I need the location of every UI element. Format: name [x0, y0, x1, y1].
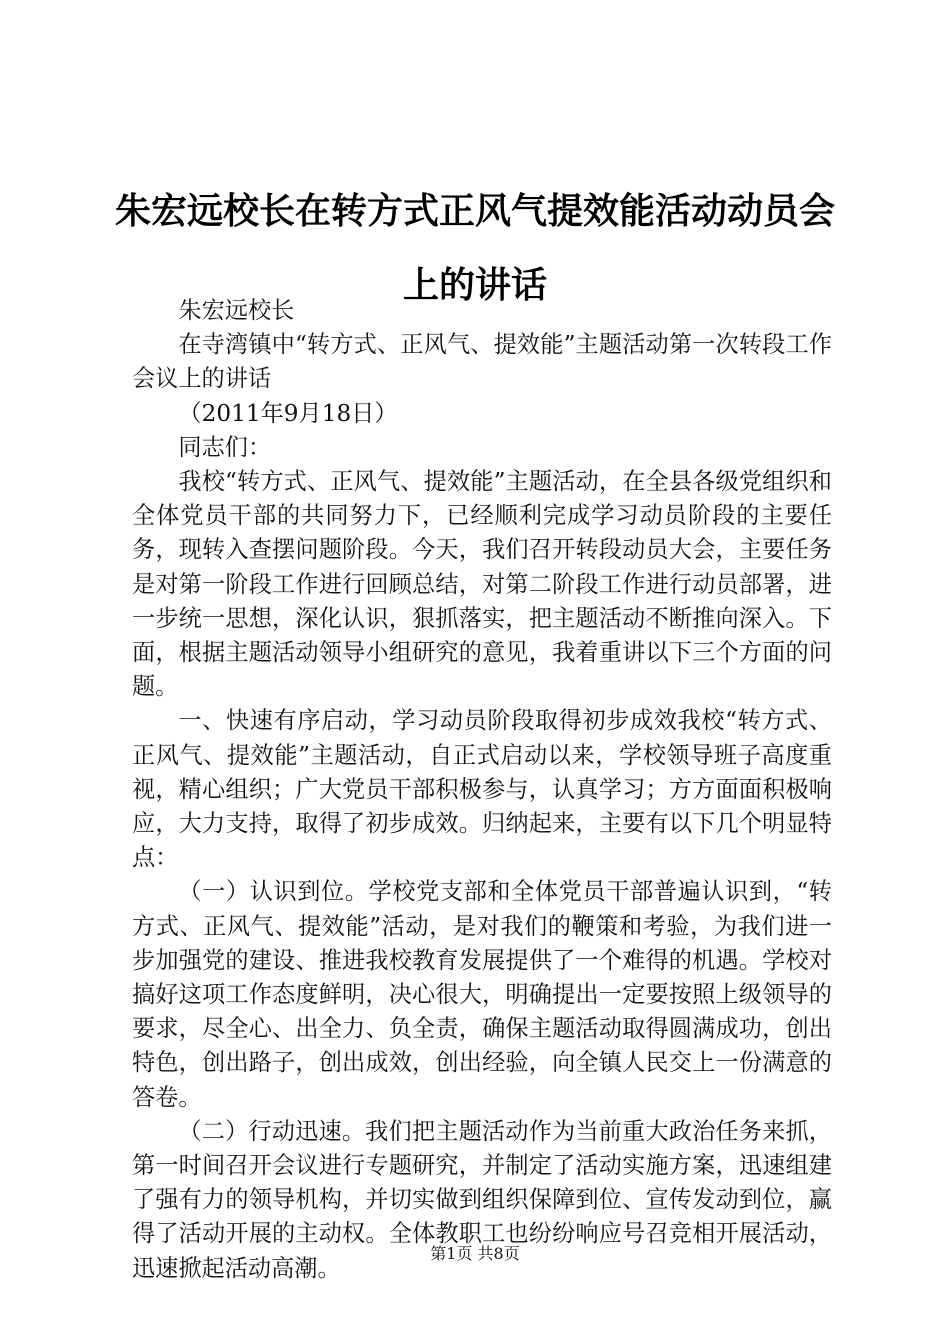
date-line: （2011年9月18日） — [178, 399, 398, 427]
body-paragraph: 一、快速有序启动，学习动员阶段取得初步成效我校“转方式、正风气、提效能”主题活动，自正式启动以来，学校领导班子高度重视，精心组织；广大党员干部积极参与，认真学习；方方面面积极响应，大力支持，取得了初步成效。归纳起来，主要有以下几个明显特点： — [132, 707, 832, 872]
body-paragraph: 我校“转方式、正风气、提效能”主题活动，在全县各级党组织和全体党员干部的共同努力下，已经顺利完成学习动员阶段的主要任务，现转入查摆问题阶段。今天，我们召开转段动员大会，主要任务是对第一阶段工作进行回顾总结，对第二阶段工作进行动员部署，进一步统一思想，深化认识，狠抓落实，把主题活动不断推向深入。下面，根据主题活动领导小组研究的意见，我着重讲以下三个方面的问题。 — [132, 468, 832, 701]
salutation-line: 同志们： — [178, 433, 272, 461]
page-number-footer: 第1页 共8页 — [430, 1244, 520, 1263]
document-title: 朱宏远校长在转方式正风气提效能活动动员会上的讲话 — [114, 190, 835, 306]
subtitle-line: 在寺湾镇中“转方式、正风气、提效能”主题活动第一次转段工作会议上的讲话 — [132, 331, 832, 393]
speaker-line: 朱宏远校长 — [178, 297, 295, 324]
body-paragraph: （二）行动迅速。我们把主题活动作为当前重大政治任务来抓，第一时间召开会议进行专题研究，并制定了活动实施方案，迅速组建了强有力的领导机构，并切实做到组织保障到位、宣传发动到位，赢得了活动开展的主动权。全体教职工也纷纷响应号召竞相开展活动，迅速掀起活动高潮。 — [132, 1117, 832, 1282]
document-body — [132, 294, 832, 1286]
body-paragraph: （一）认识到位。学校党支部和全体党员干部普遍认识到，“转方式、正风气、提效能”活动，是对我们的鞭策和考验，为我们进一步加强党的建设、推进我校教育发展提供了一个难得的机遇。学校对搞好这项工作态度鲜明，决心很大，明确提出一定要按照上级领导的要求，尽全心、出全力、负全责，确保主题活动取得圆满成功，创出特色，创出路子，创出成效，创出经验，向全镇人民交上一份满意的答卷。 — [132, 878, 832, 1111]
